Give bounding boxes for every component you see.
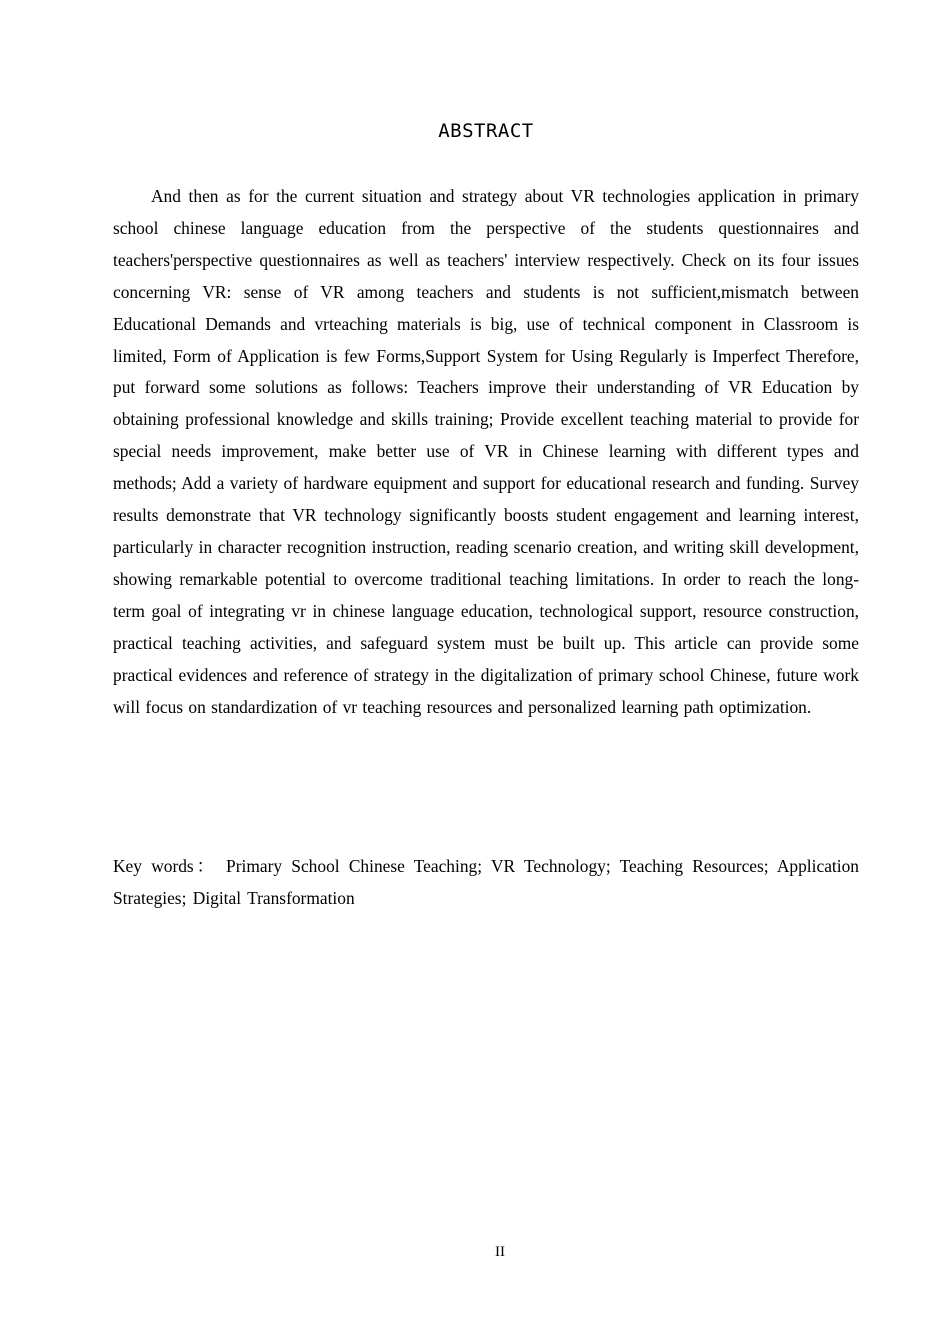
abstract-title: ABSTRACT — [438, 120, 534, 142]
keywords-list: Primary School Chinese Teaching; VR Technology; Teaching Resources; Application Strategies; Digital Transformation — [113, 856, 859, 908]
abstract-paragraph: And then as for the current situation and strategy about VR technologies application in primary school chinese language education from the perspective of the students questionnaires and teachers'perspective questionnaires as well as teachers' interview respectively. Check on its four issues concerning VR: sense of VR among teachers and students is not sufficient,mismatch between Educational Demands and vrteaching materials is big, use of technical component in Classroom is limited, Form of Application is few Forms,Support System for Using Regularly is Imperfect Therefore, put forward some solutions as follows: Teachers improve their understanding of VR Education by obtaining professional knowledge and skills training; Provide excellent teaching material to provide for special needs improvement, make better use of VR in Chinese learning with different types and methods; Add a variety of hardware equipment and support for educational research and funding. Survey results demonstrate that VR technology significantly boosts student engagement and learning interest, particularly in character recognition instruction, reading scenario creation, and writing skill development, showing remarkable potential to overcome traditional teaching limitations. In order to reach the long-term goal of integrating vr in chinese language education, technological support, resource construction, practical teaching activities, and safeguard system must be built up. This article can provide some practical evidences and reference of strategy in the digitalization of primary school Chinese, future work will focus on standardization of vr teaching resources and personalized learning path optimization. — [113, 186, 859, 717]
page-number: II — [495, 1244, 505, 1260]
keywords-paragraph — [113, 851, 859, 915]
keywords-label: Key words： — [113, 856, 217, 876]
